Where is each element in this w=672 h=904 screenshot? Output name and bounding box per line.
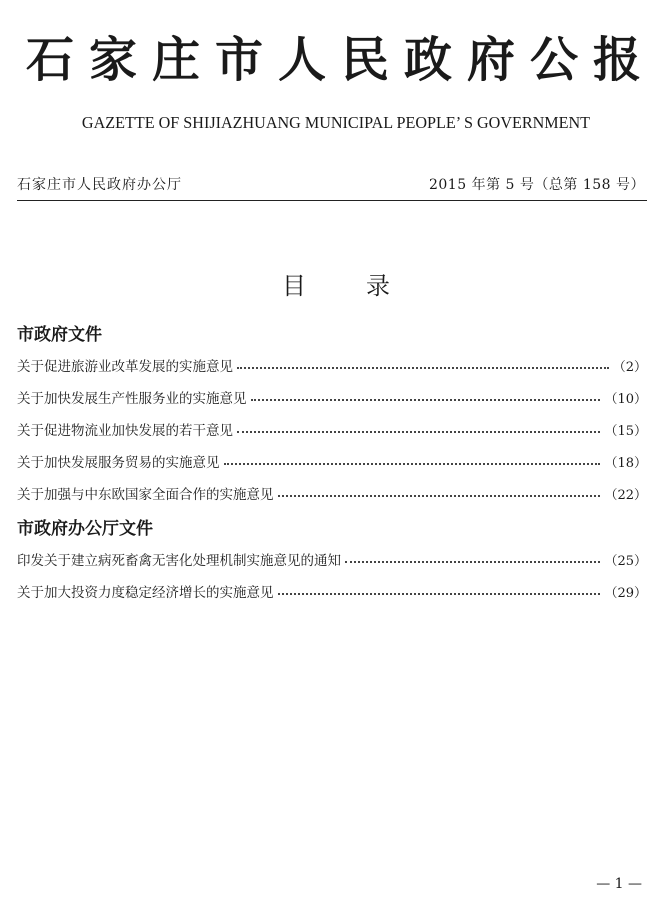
toc-leader-dots [345,561,600,563]
toc-entry[interactable] [17,419,647,439]
toc-leader-dots [278,495,601,497]
section-heading-municipal-documents: 市政府文件 [17,325,102,345]
toc-entry[interactable] [17,355,647,375]
toc-leader-dots [251,399,601,401]
toc-entry-page: （29） [604,586,647,601]
toc-entry-page: （10） [604,392,647,407]
contents-heading-right: 录 [366,272,390,300]
toc-leader-dots [237,367,609,369]
toc-entry-title: 关于加强与中东欧国家全面合作的实施意见 [17,487,274,503]
contents-heading [0,266,672,301]
toc-entry-page: （15） [604,424,647,439]
toc-entry[interactable] [17,581,647,601]
toc-entry-page: （18） [604,456,647,471]
issue-info-row [17,174,647,194]
toc-entry[interactable] [17,451,647,471]
toc-entry[interactable] [17,387,647,407]
toc-leader-dots [224,463,601,465]
toc-leader-dots [278,593,601,595]
gazette-english-title: GAZETTE OF SHIJIAZHUANG MUNICIPAL PEOPLE’ S GOVERNMENT [81,113,591,132]
gazette-title: 石家庄市人民政府公报 [25,32,656,88]
toc-entry-title: 关于加快发展服务贸易的实施意见 [17,455,220,471]
toc-entry-page: （25） [604,554,647,569]
toc-leader-dots [237,431,600,433]
toc-entry-page: （2） [612,360,647,375]
toc-entry-title: 关于加大投资力度稳定经济增长的实施意见 [17,585,274,601]
toc-entry-title: 关于促进物流业加快发展的若干意见 [17,423,233,439]
toc-entry-title: 关于促进旅游业改革发展的实施意见 [17,359,233,375]
toc-entry[interactable] [17,549,647,569]
toc-entry-title: 印发关于建立病死畜禽无害化处理机制实施意见的通知 [17,553,341,569]
publisher-name: 石家庄市人民政府办公厅 [17,177,182,193]
contents-heading-left: 目 [282,272,306,300]
issue-number: 2015 年第 5 号（总第 158 号） [428,177,645,193]
toc-entry-page: （22） [604,488,647,503]
toc-entry-title: 关于加快发展生产性服务业的实施意见 [17,391,247,407]
toc-entry[interactable] [17,483,647,503]
header-divider [17,200,647,201]
section-heading-office-documents: 市政府办公厅文件 [17,519,153,539]
page-number: — 1 — [596,876,642,892]
